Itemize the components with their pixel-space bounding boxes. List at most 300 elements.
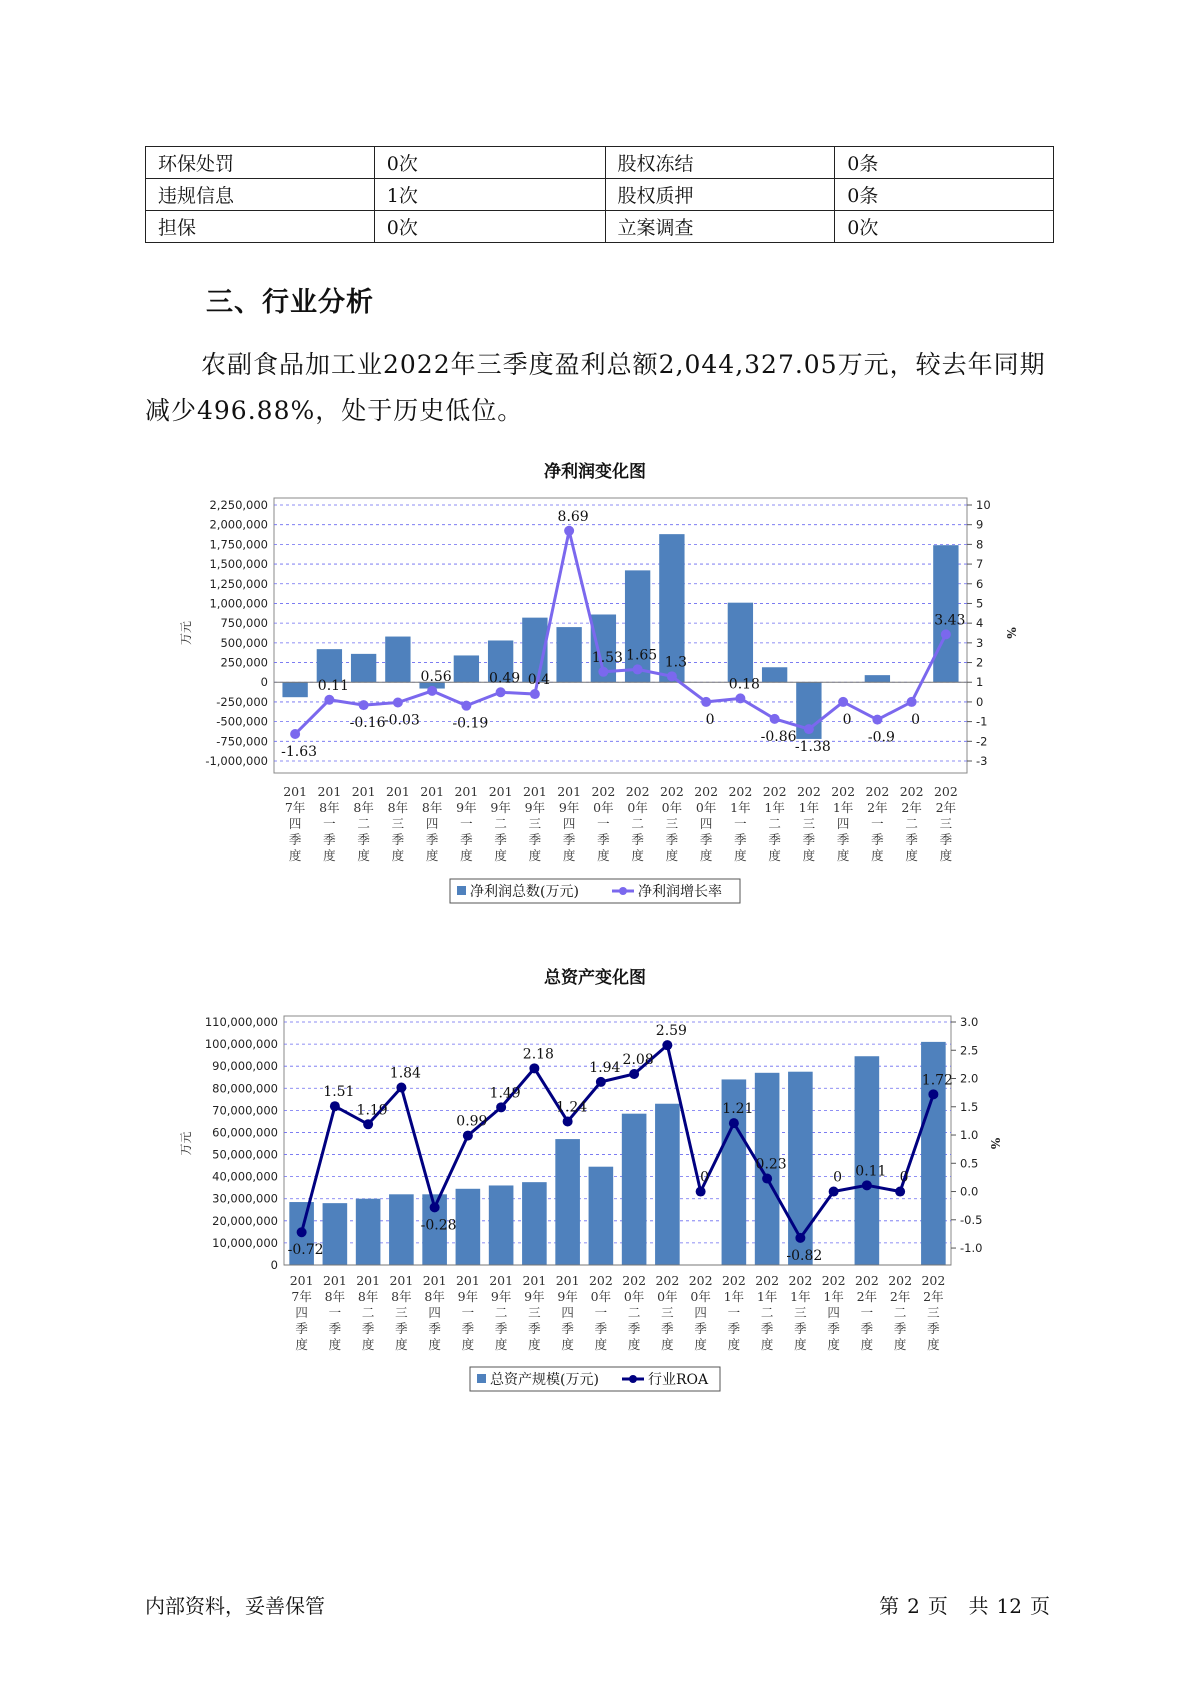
data-label: -0.82 <box>786 1247 823 1264</box>
page-mid: 页 <box>927 1594 948 1618</box>
x-tick-label: 202 <box>659 784 684 799</box>
y-left-tick-label: 500,000 <box>220 635 268 650</box>
plot-area <box>274 498 967 773</box>
x-tick-label: 202 <box>591 784 616 799</box>
data-label: 1.21 <box>722 1101 754 1118</box>
y-right-tick-label: 3.0 <box>960 1015 979 1029</box>
line-point <box>563 1116 573 1126</box>
line-point <box>701 697 711 707</box>
x-tick-label: 1年 <box>832 800 854 815</box>
x-tick-label: 季 <box>871 832 884 847</box>
legend-line-marker <box>629 1375 637 1383</box>
y-left-tick-label: 30,000,000 <box>212 1191 278 1206</box>
x-tick-label: 度 <box>460 848 473 863</box>
table-cell: 0次 <box>835 211 1054 243</box>
x-tick-label: 9年 <box>457 1289 479 1304</box>
x-tick-label: 一 <box>597 816 610 831</box>
x-tick-label: 202 <box>762 784 787 799</box>
x-tick-label: 三 <box>391 816 405 831</box>
x-tick-label: 度 <box>760 1337 774 1352</box>
x-tick-label: 三 <box>665 816 679 831</box>
legend-bar-swatch <box>457 886 466 895</box>
y-right-axis-label: % <box>1004 627 1018 639</box>
page-num: 2 <box>907 1594 920 1618</box>
x-tick-label: 度 <box>561 1337 574 1352</box>
x-tick-label: 201 <box>289 1273 314 1288</box>
y-right-tick-label: 6 <box>976 576 984 591</box>
y-right-tick-label: -3 <box>976 754 988 768</box>
total-num: 12 <box>996 1594 1022 1618</box>
y-left-tick-label: 50,000,000 <box>212 1147 278 1162</box>
section-title: 三、行业分析 <box>206 287 374 318</box>
x-tick-label: 度 <box>661 1337 674 1352</box>
line-point <box>629 1069 639 1079</box>
x-tick-label: 度 <box>494 1337 508 1352</box>
plot-area <box>284 1016 951 1265</box>
x-tick-label: 季 <box>927 1321 940 1336</box>
x-tick-label: 9年 <box>456 800 477 815</box>
y-left-tick-label: 100,000,000 <box>204 1037 278 1052</box>
data-label: 0.18 <box>728 676 760 693</box>
x-tick-label: 201 <box>489 1273 514 1288</box>
line-point <box>928 1089 938 1099</box>
x-tick-label: 度 <box>562 848 576 863</box>
x-tick-label: 2年 <box>901 800 922 815</box>
data-label: 1.84 <box>389 1065 421 1082</box>
x-tick-label: 四 <box>288 816 302 831</box>
data-label: -0.19 <box>452 715 489 732</box>
x-tick-label: 201 <box>420 784 445 799</box>
y-right-tick-label: -1.0 <box>960 1241 983 1256</box>
table-row <box>146 179 1054 211</box>
bar <box>489 1185 514 1265</box>
y-right-tick-label: 0.5 <box>960 1156 979 1171</box>
bar <box>385 637 410 683</box>
table-cell: 股权冻结 <box>605 147 835 179</box>
x-tick-label: 二 <box>631 816 644 831</box>
x-tick-label: 季 <box>760 1321 774 1336</box>
x-tick-label: 度 <box>395 1337 408 1352</box>
legend-bar-label: 净利润总数(万元) <box>470 884 579 900</box>
data-label: 0.11 <box>855 1163 887 1180</box>
x-tick-label: 2年 <box>867 800 888 815</box>
x-tick-label: 季 <box>627 1321 641 1336</box>
x-tick-label: 二 <box>494 1305 508 1320</box>
x-tick-label: 季 <box>597 832 610 847</box>
legend-bar-swatch <box>477 1374 486 1383</box>
x-tick-label: 201 <box>522 784 547 799</box>
x-tick-label: 度 <box>927 1337 940 1352</box>
x-tick-label: 季 <box>836 832 850 847</box>
data-label: -1.38 <box>794 739 831 756</box>
bar <box>622 1114 647 1265</box>
table-cell: 立案调查 <box>605 211 835 243</box>
x-tick-label: 季 <box>428 1321 441 1336</box>
x-tick-label: 度 <box>528 848 542 863</box>
x-tick-label: 2年 <box>856 1289 878 1304</box>
x-tick-label: 度 <box>802 848 816 863</box>
x-tick-label: 季 <box>661 1321 674 1336</box>
line-point <box>430 1202 440 1212</box>
data-label: 0 <box>700 1169 710 1186</box>
y-right-tick-label: 8 <box>976 537 984 552</box>
x-tick-label: 四 <box>827 1305 840 1320</box>
x-tick-label: 8年 <box>357 1289 379 1304</box>
x-tick-label: 度 <box>461 1337 475 1352</box>
x-tick-label: 1年 <box>723 1289 745 1304</box>
x-tick-label: 度 <box>905 848 918 863</box>
x-tick-label: 四 <box>699 816 713 831</box>
bar <box>282 682 307 697</box>
x-tick-label: 季 <box>494 832 507 847</box>
x-tick-label: 202 <box>921 1273 946 1288</box>
line-point <box>496 687 506 697</box>
x-tick-label: 0年 <box>627 800 648 815</box>
x-tick-label: 度 <box>627 1337 641 1352</box>
x-tick-label: 度 <box>768 848 781 863</box>
x-tick-label: 1年 <box>756 1289 778 1304</box>
table-row <box>146 147 1054 179</box>
line-point <box>297 1227 307 1237</box>
y-left-tick-label: 90,000,000 <box>212 1059 278 1074</box>
x-tick-label: 度 <box>295 1337 308 1352</box>
y-left-tick-label: 1,750,000 <box>209 537 268 552</box>
line-point <box>427 686 437 696</box>
x-tick-label: 7年 <box>291 1289 312 1304</box>
x-tick-label: 201 <box>322 1273 347 1288</box>
x-tick-label: 一 <box>734 816 747 831</box>
x-tick-label: 四 <box>694 1305 707 1320</box>
line-point <box>564 526 574 536</box>
data-label: 8.69 <box>557 508 589 525</box>
x-tick-label: 202 <box>933 784 958 799</box>
line-point <box>393 698 403 708</box>
y-right-tick-label: 1.0 <box>960 1128 979 1143</box>
x-tick-label: 9年 <box>524 1289 545 1304</box>
x-tick-label: 季 <box>665 832 679 847</box>
x-tick-label: 一 <box>727 1305 741 1320</box>
y-left-tick-label: 2,250,000 <box>209 498 268 512</box>
x-tick-label: 202 <box>821 1273 846 1288</box>
line-point <box>463 1131 473 1141</box>
line-point <box>829 1187 839 1197</box>
x-tick-label: 度 <box>361 1337 375 1352</box>
line-point <box>696 1187 706 1197</box>
page-prefix: 第 <box>879 1594 900 1618</box>
x-tick-label: 四 <box>425 816 439 831</box>
x-tick-label: 0年 <box>623 1289 645 1304</box>
data-label: 2.08 <box>622 1051 654 1068</box>
x-tick-label: 202 <box>721 1273 746 1288</box>
table-cell: 0次 <box>374 147 605 179</box>
x-tick-label: 201 <box>488 784 513 799</box>
x-tick-label: 一 <box>860 1305 874 1320</box>
line-point <box>895 1187 905 1197</box>
x-tick-label: 202 <box>694 784 719 799</box>
table-cell: 1次 <box>374 179 605 211</box>
x-tick-label: 2年 <box>889 1289 911 1304</box>
bar <box>389 1194 414 1265</box>
line-point <box>396 1083 406 1093</box>
y-left-axis-label: 万元 <box>179 1131 193 1156</box>
risk-info-table <box>145 146 1054 243</box>
bar <box>522 1182 547 1265</box>
x-tick-label: 二 <box>760 1305 774 1320</box>
table-cell: 0次 <box>374 211 605 243</box>
x-tick-label: 202 <box>899 784 924 799</box>
line-point <box>290 729 300 739</box>
x-tick-label: 季 <box>288 832 302 847</box>
y-left-tick-label: 0 <box>270 1258 278 1272</box>
data-label: 1.94 <box>589 1059 621 1076</box>
x-tick-label: 8年 <box>387 800 409 815</box>
y-left-tick-label: 0 <box>260 675 268 690</box>
y-left-tick-label: -500,000 <box>216 714 268 729</box>
x-tick-label: 度 <box>594 1337 608 1352</box>
line-point <box>838 697 848 707</box>
bar <box>728 603 753 683</box>
y-left-axis-label: 万元 <box>179 620 193 646</box>
x-tick-label: 度 <box>665 848 679 863</box>
y-right-tick-label: 9 <box>976 517 984 532</box>
x-tick-label: 度 <box>357 848 370 863</box>
x-tick-label: 度 <box>871 848 884 863</box>
y-right-tick-label: 2 <box>976 655 984 670</box>
x-tick-label: 度 <box>494 848 507 863</box>
y-right-tick-label: -2 <box>976 734 988 749</box>
x-tick-label: 0年 <box>593 800 614 815</box>
x-tick-label: 二 <box>357 816 370 831</box>
x-tick-label: 2年 <box>935 800 957 815</box>
data-label: 0.99 <box>456 1113 488 1130</box>
y-left-tick-label: 60,000,000 <box>212 1125 278 1140</box>
y-left-tick-label: 20,000,000 <box>212 1213 278 1228</box>
x-tick-label: 201 <box>557 784 582 799</box>
x-tick-label: 度 <box>597 848 610 863</box>
x-tick-label: 度 <box>391 848 405 863</box>
y-left-tick-label: 110,000,000 <box>204 1015 278 1029</box>
x-tick-label: 季 <box>425 832 439 847</box>
x-tick-label: 度 <box>727 1337 741 1352</box>
x-tick-label: 202 <box>796 784 821 799</box>
x-tick-label: 201 <box>422 1273 447 1288</box>
x-tick-label: 8年 <box>391 1289 412 1304</box>
data-label: 1.24 <box>556 1099 588 1116</box>
x-tick-label: 三 <box>395 1305 408 1320</box>
y-left-tick-label: -250,000 <box>216 694 268 709</box>
x-tick-label: 二 <box>494 816 507 831</box>
x-tick-label: 度 <box>860 1337 874 1352</box>
x-tick-label: 季 <box>893 1321 907 1336</box>
line-point <box>941 629 951 639</box>
x-tick-label: 8年 <box>324 1289 346 1304</box>
data-label: -0.03 <box>383 712 420 729</box>
x-tick-label: 201 <box>351 784 376 799</box>
x-tick-label: 二 <box>361 1305 375 1320</box>
x-tick-label: 季 <box>395 1321 408 1336</box>
line-point <box>359 700 369 710</box>
table-cell: 0条 <box>835 147 1054 179</box>
x-tick-label: 7年 <box>284 800 306 815</box>
x-tick-label: 201 <box>283 784 308 799</box>
y-right-tick-label: -0.5 <box>960 1212 983 1227</box>
page-number <box>875 1590 1054 1619</box>
line-point <box>633 664 643 674</box>
data-label: -1.63 <box>281 744 318 761</box>
x-tick-label: 0年 <box>661 800 683 815</box>
legend-bar-label: 总资产规模(万元) <box>490 1372 599 1388</box>
y-right-tick-label: 3 <box>976 635 984 650</box>
x-tick-label: 0年 <box>590 1289 612 1304</box>
x-tick-label: 0年 <box>695 800 717 815</box>
y-left-tick-label: 1,250,000 <box>209 576 268 591</box>
x-tick-label: 度 <box>694 1337 707 1352</box>
x-tick-label: 二 <box>893 1305 907 1320</box>
line-point <box>529 1063 539 1073</box>
x-tick-label: 8年 <box>353 800 374 815</box>
y-left-tick-label: 750,000 <box>220 616 268 631</box>
x-tick-label: 一 <box>460 816 473 831</box>
table-cell: 担保 <box>146 211 375 243</box>
x-tick-label: 一 <box>461 1305 475 1320</box>
line-point <box>729 1118 739 1128</box>
x-tick-label: 季 <box>727 1321 741 1336</box>
table-cell: 股权质押 <box>605 179 835 211</box>
x-tick-label: 9年 <box>557 1289 578 1304</box>
line-point <box>667 671 677 681</box>
y-left-tick-label: 2,000,000 <box>209 517 268 532</box>
x-tick-label: 8年 <box>319 800 340 815</box>
line-point <box>496 1102 506 1112</box>
x-tick-label: 季 <box>694 1321 707 1336</box>
data-label: -0.9 <box>867 729 895 746</box>
legend-line-label: 行业ROA <box>648 1372 709 1388</box>
data-label: -0.72 <box>287 1242 324 1259</box>
x-tick-label: 度 <box>939 848 953 863</box>
table-cell: 违规信息 <box>146 179 375 211</box>
x-tick-label: 202 <box>688 1273 713 1288</box>
x-tick-label: 度 <box>528 1337 541 1352</box>
y-left-tick-label: 1,500,000 <box>209 557 268 572</box>
y-right-tick-label: -1 <box>976 714 988 729</box>
data-label: 0.49 <box>489 670 521 687</box>
x-tick-label: 201 <box>356 1273 381 1288</box>
x-tick-label: 季 <box>295 1321 308 1336</box>
x-tick-label: 201 <box>389 1273 414 1288</box>
x-tick-label: 201 <box>317 784 342 799</box>
line-point <box>862 1180 872 1190</box>
table-row <box>146 211 1054 243</box>
x-tick-label: 9年 <box>490 1289 512 1304</box>
x-tick-label: 201 <box>454 784 479 799</box>
x-tick-label: 季 <box>494 1321 508 1336</box>
x-tick-label: 202 <box>831 784 856 799</box>
data-label: 1.65 <box>626 647 658 664</box>
x-tick-label: 四 <box>561 1305 574 1320</box>
line-point <box>324 695 334 705</box>
x-tick-label: 1年 <box>730 800 751 815</box>
data-label: -0.86 <box>760 728 797 745</box>
x-tick-label: 季 <box>460 832 473 847</box>
x-tick-label: 三 <box>794 1305 807 1320</box>
table-cell: 环保处罚 <box>146 147 375 179</box>
x-tick-label: 季 <box>561 1321 574 1336</box>
total-assets-chart <box>0 955 1191 1420</box>
x-tick-label: 季 <box>794 1321 807 1336</box>
x-tick-label: 202 <box>788 1273 813 1288</box>
bar <box>655 1104 680 1265</box>
x-tick-label: 202 <box>728 784 753 799</box>
x-tick-label: 201 <box>455 1273 480 1288</box>
x-tick-label: 季 <box>939 832 953 847</box>
x-tick-label: 三 <box>528 1305 541 1320</box>
bar <box>351 654 376 682</box>
data-label: 0.4 <box>527 672 551 689</box>
x-tick-label: 二 <box>768 816 781 831</box>
x-tick-label: 1年 <box>790 1289 811 1304</box>
data-label: 0.56 <box>420 668 452 685</box>
x-tick-label: 度 <box>328 1337 342 1352</box>
x-tick-label: 2年 <box>923 1289 944 1304</box>
data-label: 0.11 <box>317 677 349 694</box>
y-left-tick-label: 40,000,000 <box>212 1169 278 1184</box>
data-label: 0 <box>842 711 852 728</box>
x-tick-label: 季 <box>905 832 918 847</box>
x-tick-label: 度 <box>428 1337 441 1352</box>
x-tick-label: 一 <box>871 816 884 831</box>
bar <box>855 1056 880 1265</box>
data-label: 1.3 <box>664 654 688 671</box>
x-tick-label: 1年 <box>823 1289 844 1304</box>
x-tick-label: 201 <box>522 1273 547 1288</box>
x-tick-label: 季 <box>734 832 747 847</box>
x-tick-label: 季 <box>461 1321 475 1336</box>
line-point <box>872 715 882 725</box>
table-cell: 0条 <box>835 179 1054 211</box>
y-left-tick-label: 80,000,000 <box>212 1081 278 1096</box>
bar <box>556 627 581 682</box>
y-right-tick-label: 10 <box>976 498 991 512</box>
x-tick-label: 8年 <box>424 1289 445 1304</box>
bar <box>865 675 890 682</box>
line-point <box>795 1233 805 1243</box>
y-right-axis-label: % <box>988 1137 1002 1150</box>
data-label: 2.18 <box>522 1046 554 1063</box>
y-right-tick-label: 1.5 <box>960 1099 979 1114</box>
x-tick-label: 1年 <box>798 800 820 815</box>
y-right-tick-label: 2.5 <box>960 1043 979 1058</box>
x-tick-label: 四 <box>836 816 850 831</box>
y-right-tick-label: 0 <box>976 694 984 709</box>
x-tick-label: 一 <box>594 1305 608 1320</box>
x-tick-label: 四 <box>428 1305 441 1320</box>
x-tick-label: 9年 <box>490 800 511 815</box>
data-label: 1.49 <box>489 1085 521 1102</box>
x-tick-label: 三 <box>661 1305 674 1320</box>
x-tick-label: 季 <box>391 832 405 847</box>
x-tick-label: 度 <box>425 848 439 863</box>
x-tick-label: 9年 <box>558 800 580 815</box>
chart-title: 净利润变化图 <box>544 462 646 482</box>
legend-line-label: 净利润增长率 <box>638 884 722 900</box>
y-right-tick-label: 1 <box>976 675 984 690</box>
x-tick-label: 季 <box>594 1321 608 1336</box>
x-tick-label: 季 <box>860 1321 874 1336</box>
data-label: 0 <box>899 1169 909 1186</box>
y-right-tick-label: 5 <box>976 596 984 611</box>
bar <box>356 1199 381 1265</box>
x-tick-label: 202 <box>622 1273 647 1288</box>
